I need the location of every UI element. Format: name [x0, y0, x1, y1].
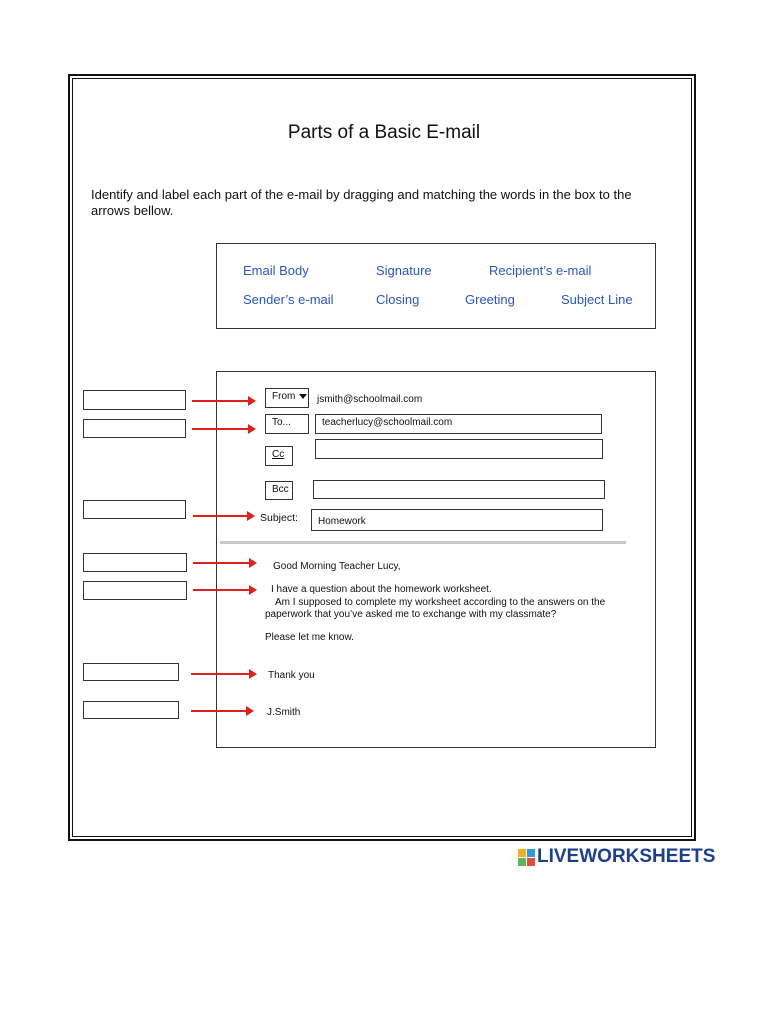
- arrow-right-icon: [191, 673, 251, 675]
- recipient-email-field: teacherlucy@schoolmail.com: [315, 414, 602, 434]
- liveworksheets-logo: [518, 846, 715, 868]
- subject-label: Subject:: [260, 512, 298, 524]
- answer-box-greeting[interactable]: [83, 553, 187, 572]
- bcc-field-label: Bcc: [265, 481, 293, 500]
- word-greeting[interactable]: Greeting: [465, 292, 515, 307]
- bcc-field: [313, 480, 605, 499]
- answer-box-email-body[interactable]: [83, 581, 187, 600]
- arrow-right-icon: [193, 589, 251, 591]
- arrow-right-icon: [192, 400, 250, 402]
- from-label-text: From: [272, 391, 296, 402]
- subject-field: Homework: [311, 509, 603, 531]
- word-recipients-email[interactable]: Recipient’s e-mail: [489, 263, 592, 278]
- answer-box-signature[interactable]: [83, 701, 179, 719]
- logo-mark-icon: [518, 849, 535, 866]
- body-line-3: paperwork that you’ve asked me to exchange with my classmate?: [265, 609, 557, 620]
- greeting-text: Good Morning Teacher Lucy,: [273, 561, 401, 572]
- caret-down-icon: [299, 394, 307, 399]
- instructions: Identify and label each part of the e-mail by dragging and matching the words in the box to the arrows bellow.: [91, 187, 632, 218]
- closing-text: Thank you: [268, 670, 315, 681]
- answer-box-subject-line[interactable]: [83, 500, 186, 519]
- page-title: Parts of a Basic E-mail: [287, 122, 481, 143]
- from-field-label: [265, 388, 309, 408]
- word-email-body[interactable]: Email Body: [243, 263, 309, 278]
- arrow-right-icon: [193, 515, 249, 517]
- sender-email-value: jsmith@schoolmail.com: [317, 394, 423, 405]
- word-signature[interactable]: Signature: [376, 263, 432, 278]
- body-line-4: Please let me know.: [265, 632, 354, 643]
- answer-box-recipients-email[interactable]: [83, 419, 186, 438]
- arrow-right-icon: [191, 710, 248, 712]
- answer-box-senders-email[interactable]: [83, 390, 186, 410]
- body-line-2: Am I supposed to complete my worksheet according to the answers on the: [275, 597, 606, 608]
- word-senders-email[interactable]: Sender’s e-mail: [243, 292, 334, 307]
- brand-name: LIVEWORKSHEETS: [537, 846, 716, 867]
- cc-field: [315, 439, 603, 459]
- to-field-label: To...: [265, 414, 309, 434]
- cc-field-label: Cc: [265, 446, 293, 466]
- word-bank: [216, 243, 656, 329]
- word-closing[interactable]: Closing: [376, 292, 420, 307]
- word-subject-line[interactable]: Subject Line: [561, 292, 633, 307]
- signature-text: J.Smith: [267, 707, 301, 718]
- body-line-1: I have a question about the homework worksheet.: [271, 584, 492, 595]
- answer-box-closing[interactable]: [83, 663, 179, 681]
- header-body-divider: [220, 541, 626, 544]
- arrow-right-icon: [192, 428, 250, 430]
- arrow-right-icon: [193, 562, 251, 564]
